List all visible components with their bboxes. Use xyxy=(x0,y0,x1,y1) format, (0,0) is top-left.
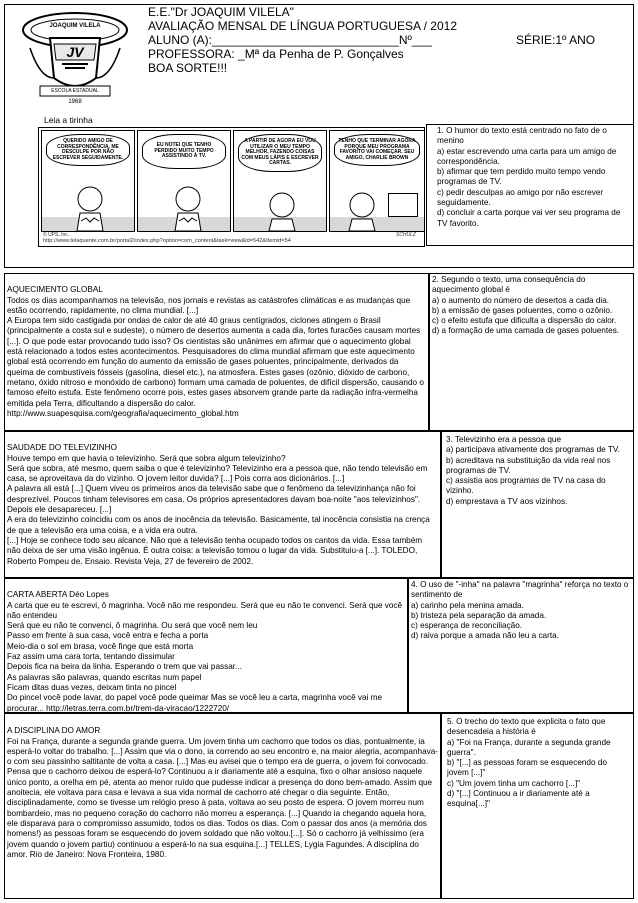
logo-year: 1968 xyxy=(68,99,82,105)
speech-bubble: EU NOTEI QUE TENHO PERDIDO MUITO TEMPO ASSISTINDO À TV. xyxy=(142,134,226,169)
text-title: AQUECIMENTO GLOBAL xyxy=(7,285,103,295)
charlie-brown-icon xyxy=(70,185,110,231)
text-title: SAUDADE DO TELEVIZINHO xyxy=(7,443,117,453)
student-field[interactable]: ALUNO (A):____________________________Nº___ xyxy=(148,33,432,47)
logo-initials: JV xyxy=(66,44,84,60)
grade-label: SÉRIE:1º ANO xyxy=(516,33,596,47)
speech-bubble: TENHO QUE TERMINAR AGORA PORQUE MEU PROGRAMA FAVORITO VAI COMEÇAR. SEU AMIGO, CHARLIE BROWN xyxy=(334,134,420,166)
comic-panel-4 xyxy=(329,130,425,232)
comic-signature: SCHULZ xyxy=(395,232,416,238)
school-name: E.E."Dr JOAQUIM VILELA" xyxy=(148,5,294,19)
speech-bubble: A PARTIR DE AGORA EU VOU UTILIZAR O MEU TEMPO MELHOR, FAZENDO COISAS COM MEUS LÁPIS E ESCREVER CARTAS. xyxy=(238,134,322,172)
teacher-line: PROFESSORA: _Mª da Penha de P. Gonçalves xyxy=(148,47,404,61)
question-4: 4. O uso de "-inha" na palavra "magrinha" reforça no texto o sentimento de a) carinho pela menina amada. b) tristeza pela separação da amada. c) esperança de reconciliação. d) raiva porque a amada não leu a carta. xyxy=(408,578,634,713)
text-aquecimento-global xyxy=(4,273,429,431)
charlie-brown-icon xyxy=(168,185,208,231)
good-luck: BOA SORTE!!! xyxy=(148,61,228,75)
exam-title: AVALIAÇÃO MENSAL DE LÍNGUA PORTUGUESA / 2012 xyxy=(148,19,457,33)
logo-label-top: JOAQUIM VILELA xyxy=(49,23,101,29)
text-televizinho xyxy=(4,431,441,578)
text-title: CARTA ABERTA Déo Lopes xyxy=(7,590,109,600)
comic-copyright: © UPS, Inc. xyxy=(43,232,70,238)
text-carta-aberta xyxy=(4,578,408,713)
charlie-brown-icon xyxy=(342,191,382,231)
text-disciplina-amor xyxy=(4,713,441,899)
comic-panel-2 xyxy=(137,130,231,232)
text-body: Foi na França, durante a segunda grande guerra. Um jovem tinha um cachorro que todos os dias, pontualmente, ia esperá-lo voltar do trabalho. [...] Assim que via o dono, ia correndo ao seu encontro e, na maior alegria, acompanhava-o com seu passinho saltitante de volta a casa. [...] Mas eu avisei que o tempo era de guerra, o jovem foi convocado. Pensa que o cachorro deixou de esperá-lo? Continuou a ir diariamente até a esquina, fixo o olhar ansioso naquele único ponto, a orelha em pé, atenta ao menor ruído que pudesse indicar a presença do dono bem-amado. Assim que anoitecia, ele voltava para casa e levava a sua vida normal de cachorro até chegar o dia seguinte. Então, disciplinadamente, como se tivesse um relógio preso à pata, voltava ao seu posto de espera. O jovem morreu num bombardeio, mas no pequeno coração do cachorro não morreu a esperança. [...] Quando ia chegando aquela hora, ele disparava para o compromisso assumido, todos os dias. Todos os dias. Com o passar dos anos (a memória dos homens!) as pessoas foram se esquecendo do jovem soldado que não voltou.[...]. Só o cachorro já velhíssimo (era jovem quando o jovem partiu) continuou a esperá-lo na sua esquina.[...] TELLES, Lygia Fagundes. A disciplina do amor. Rio de Janeiro: Nova Fronteira, 1980. xyxy=(7,736,439,859)
charlie-brown-icon xyxy=(262,191,302,231)
student-line xyxy=(148,33,628,47)
comic-url[interactable]: http://www.telaquente.com.br/portal2/index.php?option=com_content&task=view&id=542&Itemid=54 xyxy=(43,238,291,244)
header-text xyxy=(148,5,628,75)
text-title: A DISCIPLINA DO AMOR xyxy=(7,726,101,736)
school-logo xyxy=(10,8,140,112)
question-3: 3. Televizinho era a pessoa que a) participava ativamente dos programas de TV. b) acreditava na substituição da vida real nos programas de TV. c) assistia aos programas de TV na casa do vizinho. d) emprestava a TV aos vizinhos. xyxy=(441,431,634,578)
speech-bubble: QUERIDO AMIGO DE CORRESPONDÊNCIA, ME DESCULPE POR NÃO ESCREVER SEGUIDAMENTE. xyxy=(46,134,130,166)
question-1: 1. O humor do texto está centrado no fato de o menino a) estar escrevendo uma carta para um amigo de correspondência. b) afirmar que tem perdido muito tempo vendo programas de TV. c) pedir desculpas ao amigo por não escrever seguidamente. d) concluir a carta porque vai ver seu programa de TV favorito. xyxy=(426,124,634,246)
question-5: 5. O trecho do texto que explicita o fato que desencadeia a história é a) "Foi na França, durante a segunda grande guerra". b) "[...] as pessoas foram se esquecendo do jovem [...]" c) "Um jovem tinha um cachorro [...]" d) "[...] Continuou a ir diariamente até a esquina[...]" xyxy=(441,713,634,899)
comic-panel-3 xyxy=(233,130,327,232)
text-body: Houve tempo em que havia o televizinho. Será que sobra algum televizinho? Será que sobra, até mesmo, quem saiba o que é televizinho? Televizinho era a pessoa que, não tendo televisão em casa, se aproveitava da do vizinho. O jovem leitor duvida? [...] Pois corra aos dicionários. [...] A palavra ali está [...] Quem viveu os primeiros anos da televisão sabe que o fenômeno da televizinhança não foi desprezível. Poucos tinham televisores em casa. Os próprios apresentadores davam boa-noite "aos televizinhos". Depois ele desapareceu. [...] A era do televizinho coincidiu com os anos de inocência da televisão. Basicamente, tal inocência consistia na crença de que a televisão era uma coisa, e a vida era outra. [...] Hoje se conhece todo seu alcance. Não que a televisão tenha ocupado todos os cantos da vida. Essa também não deixa de ser uma visão ingênua. É outra coisa: a televisão tomou o lugar da vida. Substituiu-a [...]. TOLEDO, Roberto Pompeu de. Ensaio. Revista Veja, 27 de fevereiro de 2002. xyxy=(7,453,430,566)
read-instruction: Leia a tirinha xyxy=(44,115,93,125)
comic-panel-1 xyxy=(41,130,135,232)
tv-icon xyxy=(388,193,418,217)
comic-strip xyxy=(38,127,425,247)
text-body: Todos os dias acompanhamos na televisão, nos jornais e revistas as catástrofes climáticas e as mudanças que estão ocorrendo, rapidamente, no clima mundial. [...] A Europa tem sido castigada por ondas de calor de até 40 graus centígrados, ciclones atingem o Brasil (principalmente a costa sul e sudeste), o número de desertos aumenta a cada dia, fortes furacões causam mortes [...]. O que pode estar provocando tudo isso? Os cientistas são unânimes em afirmar que o aquecimento global está relacionado a todos estes acontecimentos. Pesquisadores do clima mundial afirmam que este aquecimento global está ocorrendo em função do aumento da emissão de gases poluentes, principalmente, derivados da queima de combustíveis fósseis (gasolina, diesel etc.), na atmosfera. Estes gases (ozônio, dióxido de carbono, metano, óxido nitroso e monóxido de carbono) formam uma camada de poluentes, de difícil dispersão, causando o famoso efeito estufa. Este fenômeno ocorre pois, estes gases absorvem grande parte da radiação infra-vermelha emitida pela Terra, dificultando a dispersão do calor. http://www.suapesquisa.com/geografia/aquecimento_global.htm xyxy=(7,295,424,418)
logo-label-bottom: ESCOLA ESTADUAL xyxy=(51,88,99,94)
question-2: 2. Segundo o texto, uma consequência do aquecimento global é a) o aumento do número de desertos a cada dia. b) a emissão de gases poluentes, como o ozônio. c) o efeito estufa que dificulta a dispersão do calor. d) a formação de uma camada de gases poluentes. xyxy=(429,273,634,431)
text-body: A carta que eu te escrevi, ô magrinha. Você não me respondeu. Será que eu não te convenci. Será que você não entendeu Será que eu não te convenci, ô magrinha. Ou será que você nem leu Passo em frente à sua casa, você entra e fecha a porta Meio-dia o sol em brasa, você finge que está morta Faz assim uma cara torta, tentando dissimular Depois fica na beira da linha. Esperando o trem que vai passar... As palavras são palavras, quando escritas num papel Ficam ditas duas vezes, deixam tinta no pincel Do pincel você pode lavar, do papel você pode queimar Mas se você leu a carta, magrinha você vai me procurar... http://letras.terra.com.br/trem-da-viracao/1222720/ xyxy=(7,600,403,713)
